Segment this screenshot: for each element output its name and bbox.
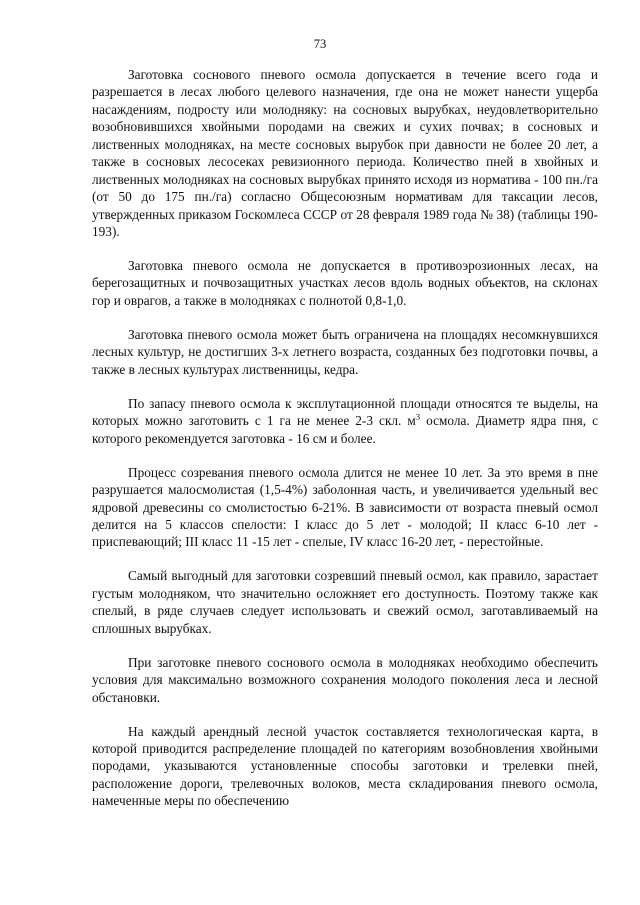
document-body xyxy=(92,66,598,826)
paragraph-5: Процесс созревания пневого осмола длится не менее 10 лет. За это время в пне разрушается малосмолистая (1,5-4%) заболонная часть, и увеличивается удельный вес ядровой древесины со смолистостью 6-21%. В зависимости от возраста пневый осмол делится на 5 классов спелости: I класс до 5 лет - молодой; II класс 6-10 лет - приспевающий; III класс 11 -15 лет - спелые, IV класс 16-20 лет, - перестойные. xyxy=(92,464,598,550)
paragraph-4-text-before: По запасу пневого осмола к эксплутационной площади относятся те выделы, на которых можно заготовить с 1 га не менее 2-3 скл. м xyxy=(92,395,598,429)
paragraph-4-text-after: осмола. Диаметр ядра пня, с которого рекомендуется заготовка - 16 см и более. xyxy=(92,413,598,446)
paragraph-8: На каждый арендный лесной участок составляется технологическая карта, в которой приводится распределение площадей по категориям возобновления хвойными породами, указываются установленные способы заготовки и трелевки пней, расположение дороги, трелевочных волоков, места складирования пневого осмола, намеченные меры по обеспечению xyxy=(92,723,598,809)
paragraph-6: Самый выгодный для заготовки созревший пневый осмол, как правило, зарастает густым молодняком, что значительно осложняет его доступность. Поэтому также как спелый, в ряде случаев следует использовать и свежий осмол, заготавливаемый на сплошных вырубках. xyxy=(92,568,598,636)
paragraph-7: При заготовке пневого соснового осмола в молодняках необходимо обеспечить условия для максимально возможного сохранения молодого поколения леса и лесной обстановки. xyxy=(92,654,598,705)
paragraph-4 xyxy=(92,395,598,447)
paragraph-3: Заготовка пневого осмола может быть ограничена на площадях несомкнувшихся лесных культур, не достигших 3-х летнего возраста, созданных без подготовки почвы, а также в лесных культурах лиственницы, кедра. xyxy=(92,326,598,377)
paragraph-2: Заготовка пневого осмола не допускается в противоэрозионных лесах, на берегозащитных и почвозащитных участках лесов вдоль водных объектов, на склонах гор и оврагов, а также в молодняках с полнотой 0,8-1,0. xyxy=(92,258,598,308)
cubic-superscript: 3 xyxy=(415,411,421,422)
paragraph-1: Заготовка соснового пневого осмола допускается в течение всего года и разрешается в лесах любого целевого назначения, где она не может нанести ущерба насаждениям, подросту или молодняку: на сосновых вырубках, неудовлетворительно возобновившихся хвойными породами на свежих и сухих почвах; в сосновых и лиственных молодняках, на месте сосновых вырубок при давности не более 20 лет, а также в сосновых лесосеках ревизионного периода. Количество пней в хвойных и лиственных молодняках на сосновых вырубках принято исходя из норматива - 100 пн./га (от 50 до 175 пн./га) согласно Общесоюзным нормативам для таксации лесов, утвержденных приказом Госкомлеса СССР от 28 февраля 1989 года № 38) (таблицы 190-193). xyxy=(92,67,598,240)
page-number: 73 xyxy=(313,37,327,51)
